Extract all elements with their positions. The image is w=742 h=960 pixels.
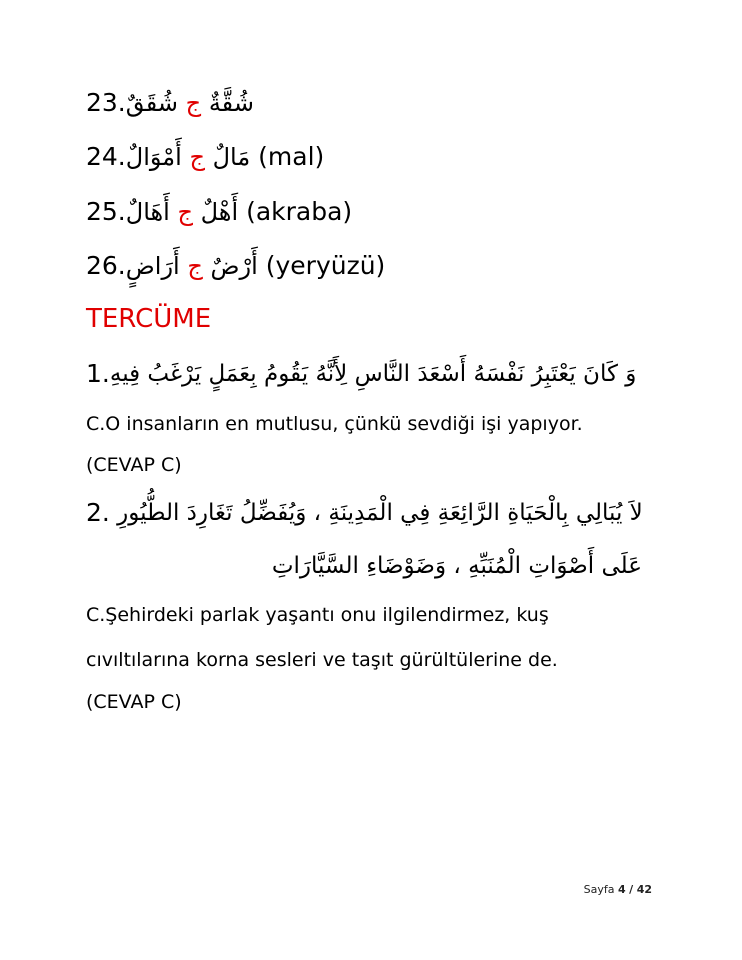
vocab-singular: مَالٌ — [212, 143, 251, 171]
q1-answer: (CEVAP C) — [86, 454, 182, 476]
footer-page: 4 — [618, 883, 626, 896]
q2-answer: (CEVAP C) — [86, 691, 182, 713]
q2-translation-line-1: C.Şehirdeki parlak yaşantı onu ilgilendirmez, kuş — [86, 604, 549, 626]
vocab-arabic — [126, 198, 238, 226]
footer-separator: / — [629, 883, 634, 896]
plural-mark: ج — [177, 198, 193, 226]
vocab-plural: أَهَالٌ — [125, 198, 170, 226]
vocab-number: 24. — [86, 142, 126, 171]
vocab-meaning: (akraba) — [246, 197, 353, 226]
plural-mark: ج — [185, 89, 202, 117]
vocab-arabic — [126, 252, 258, 280]
vocab-line-25 — [86, 195, 352, 229]
q1-number: 1. — [86, 359, 110, 388]
footer-label: Sayfa — [583, 883, 615, 896]
vocab-meaning: (yeryüzü) — [265, 251, 386, 280]
vocab-number: 26. — [86, 251, 126, 280]
q2-arabic-line-2: عَلَى أَصْوَاتِ الْمُنَبِّهِ ، وَضَوْضَاءِ السَّيَّارَاتِ — [271, 553, 642, 579]
vocab-line-26 — [86, 249, 385, 283]
q1-arabic: وَ كَانَ يَعْتَبِرُ نَفْسَهُ أَسْعَدَ النَّاسِ لِأَنَّهُ يَقُومُ بِعَمَلٍ يَرْغَبُ فِيهِ — [109, 361, 637, 387]
page-footer — [584, 883, 652, 896]
vocab-line-24 — [86, 140, 324, 174]
vocab-plural: شُقَقٌ — [125, 89, 179, 117]
vocab-plural: أَرَاضٍ — [125, 252, 180, 280]
plural-mark: ج — [187, 252, 203, 280]
q1-arabic-line — [86, 354, 646, 394]
section-heading: TERCÜME — [86, 304, 212, 334]
q2-arabic-line-1 — [86, 493, 646, 533]
plural-mark: ج — [189, 143, 205, 171]
vocab-number: 25. — [86, 197, 126, 226]
q2-number: 2. — [86, 498, 110, 527]
vocab-arabic — [126, 143, 250, 171]
q2-arabic-1: لاَ يُبَالِي بِالْحَيَاةِ الرَّائِعَةِ فِي الْمَدِينَةِ ، وَيُفَضِّلُ تَغَارِدَ الطُّيُورِ — [117, 500, 643, 526]
vocab-singular: أَرْضٌ — [210, 252, 258, 280]
q1-translation: C.O insanların en mutlusu, çünkü sevdiği işi yapıyor. — [86, 413, 583, 435]
vocab-plural: أَمْوَالٌ — [125, 143, 182, 171]
q2-translation-line-2: cıvıltılarına korna sesleri ve taşıt gürültülerine de. — [86, 649, 558, 671]
vocab-line-23 — [86, 86, 254, 120]
vocab-number: 23. — [86, 88, 126, 117]
vocab-singular: أَهْلٌ — [200, 198, 239, 226]
vocab-arabic — [126, 89, 254, 117]
vocab-singular: شُقَّةٌ — [208, 89, 254, 117]
vocab-meaning: (mal) — [258, 142, 325, 171]
footer-total: 42 — [636, 883, 652, 896]
